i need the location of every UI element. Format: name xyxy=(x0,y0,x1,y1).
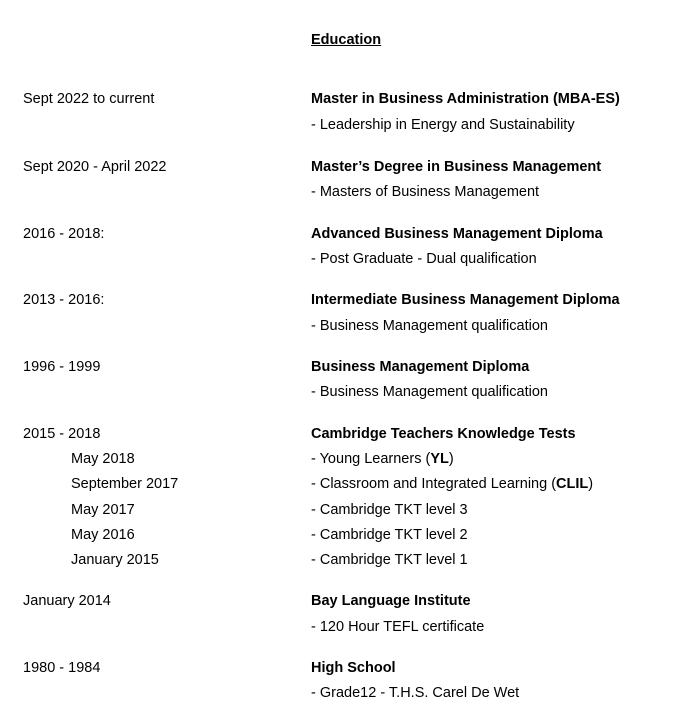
entry-title: Intermediate Business Management Diploma xyxy=(311,292,620,308)
entry-detail: - Business Management qualification xyxy=(311,384,548,400)
cambridge-item-detail: - Cambridge TKT level 3 xyxy=(311,502,468,518)
entry-title: Cambridge Teachers Knowledge Tests xyxy=(311,426,576,442)
entry-title: Master in Business Administration (MBA-ES) xyxy=(311,91,620,107)
entry-detail: - Post Graduate - Dual qualification xyxy=(311,251,537,267)
detail-prefix: - Young Learners ( xyxy=(311,451,431,467)
detail-abbrev: YL xyxy=(430,451,449,467)
cambridge-item-detail: - Cambridge TKT level 1 xyxy=(311,552,468,568)
detail-prefix: - Classroom and Integrated Learning ( xyxy=(311,476,557,492)
cambridge-item-detail xyxy=(311,450,454,468)
entry-detail: - Masters of Business Management xyxy=(311,184,540,200)
entry-title: Business Management Diploma xyxy=(311,359,530,375)
entry-detail: - 120 Hour TEFL certificate xyxy=(311,619,485,635)
entry-title: High School xyxy=(311,660,396,676)
entry-detail: - Grade12 - T.H.S. Carel De Wet xyxy=(311,685,520,701)
entry-title: Bay Language Institute xyxy=(311,593,471,609)
entry-detail: - Business Management qualification xyxy=(311,318,548,334)
cambridge-item-date: May 2018 xyxy=(71,451,135,467)
entry-date: 2013 - 2016: xyxy=(23,292,105,308)
cambridge-item-detail: - Cambridge TKT level 2 xyxy=(311,527,468,543)
entry-date: 2015 - 2018 xyxy=(23,426,101,442)
entry-date: Sept 2020 - April 2022 xyxy=(23,159,167,175)
cambridge-item-date: September 2017 xyxy=(71,476,179,492)
cambridge-item-detail xyxy=(311,475,593,493)
detail-abbrev: CLIL xyxy=(556,476,589,492)
cambridge-item-date: May 2016 xyxy=(71,527,135,543)
entry-date: 1980 - 1984 xyxy=(23,660,101,676)
entry-title: Master’s Degree in Business Management xyxy=(311,159,602,175)
entry-title: Advanced Business Management Diploma xyxy=(311,226,603,242)
entry-date: January 2014 xyxy=(23,593,111,609)
entry-date: Sept 2022 to current xyxy=(23,91,155,107)
entry-date: 2016 - 2018: xyxy=(23,226,105,242)
entry-date: 1996 - 1999 xyxy=(23,359,101,375)
education-heading: Education xyxy=(311,32,382,48)
detail-suffix: ) xyxy=(448,451,454,467)
detail-suffix: ) xyxy=(588,476,594,492)
cambridge-item-date: January 2015 xyxy=(71,552,159,568)
entry-detail: - Leadership in Energy and Sustainability xyxy=(311,117,575,133)
cambridge-item-date: May 2017 xyxy=(71,502,135,518)
